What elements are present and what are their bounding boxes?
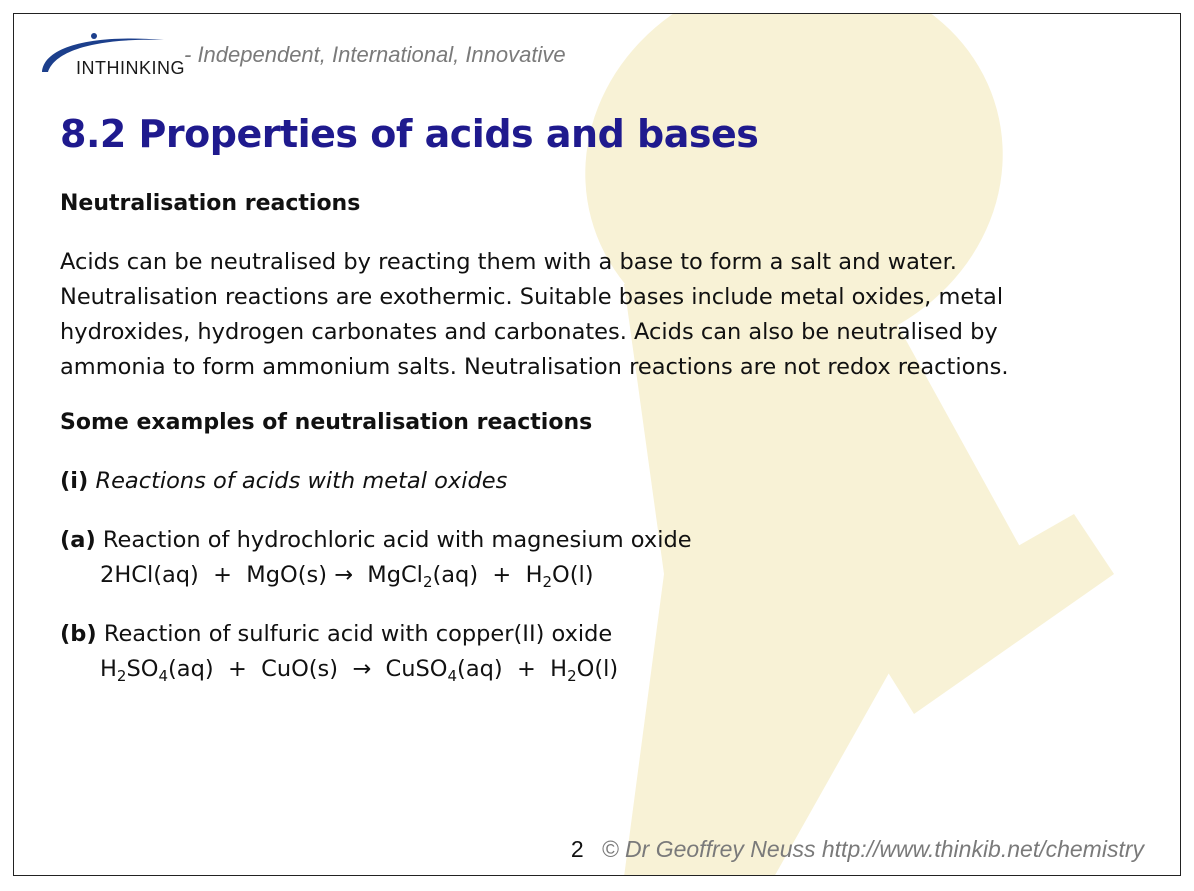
subheading: Neutralisation reactions <box>60 191 361 216</box>
page-number: 2 <box>570 836 584 862</box>
section-i-label: (i) <box>60 468 89 494</box>
tagline: - Independent, International, Innovative <box>184 42 566 67</box>
example-b-label: (b) <box>60 621 97 647</box>
section-i-text: Reactions of acids with metal oxides <box>95 468 508 494</box>
paragraph-line: hydroxides, hydrogen carbonates and carbonates. Acids can also be neutralised by <box>60 319 998 345</box>
example-a-label: (a) <box>60 527 96 553</box>
paragraph-line: ammonia to form ammonium salts. Neutralisation reactions are not redox reactions. <box>60 354 1009 380</box>
section-i <box>60 464 1140 499</box>
content <box>60 186 1140 687</box>
footer <box>571 836 1144 863</box>
paragraph-line: Acids can be neutralised by reacting them with a base to form a salt and water. <box>60 249 957 275</box>
logo-text: INTHINKING <box>76 58 186 78</box>
example-b <box>60 617 1140 687</box>
example-b-equation: $H_2SO_4(aq) + CuO(s)$ → CuSO$_4$(aq) + $H_2O(l)$ <box>100 656 619 685</box>
example-a-text: Reaction of hydrochloric acid with magnesium oxide <box>102 527 692 553</box>
page-title: 8.2 Properties of acids and bases <box>60 112 759 156</box>
examples-heading: Some examples of neutralisation reactions <box>60 410 593 435</box>
footer-credit: © Dr Geoffrey Neuss http://www.thinkib.net/chemistry <box>601 836 1144 862</box>
example-b-text: Reaction of sulfuric acid with copper(II) oxide <box>103 621 613 647</box>
example-a <box>60 523 1140 593</box>
example-a-equation: 2HCl(aq) + MgO(s) → MgCl$_2$(aq) + $H_2O(l)$ <box>100 562 594 591</box>
slide <box>13 13 1181 876</box>
paragraph <box>60 245 1140 385</box>
inthinking-logo <box>34 26 184 86</box>
paragraph-line: Neutralisation reactions are exothermic. Suitable bases include metal oxides, metal <box>60 284 1004 310</box>
